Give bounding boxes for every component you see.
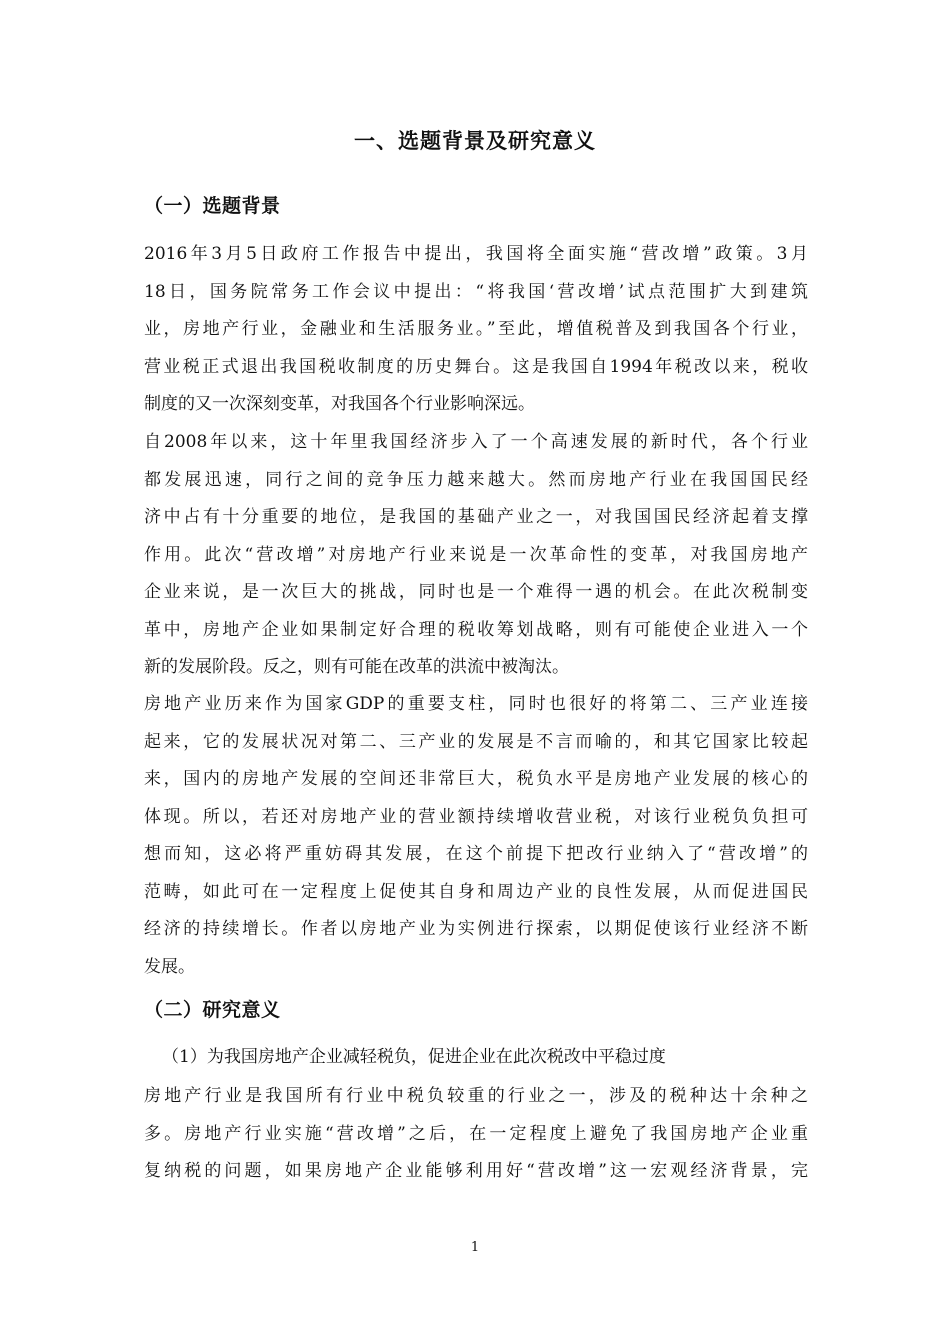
paragraph-line: 多。房地产行业实施“营改增”之后，在一定程度上避免了我国房地产企业重 — [144, 1123, 808, 1144]
section-heading-significance: （二）研究意义 — [144, 999, 281, 1021]
paragraph-line: 业，房地产行业，金融业和生活服务业。”至此，增值税普及到我国各个行业， — [144, 319, 808, 339]
paragraph-line: 想而知，这必将严重妨碍其发展，在这个前提下把改行业纳入了“营改增”的 — [144, 844, 808, 864]
paragraph-line: 济中占有十分重要的地位，是我国的基础产业之一，对我国国民经济起着支撑 — [144, 507, 808, 527]
paragraph-line: 来，国内的房地产发展的空间还非常巨大，税负水平是房地产业发展的核心的 — [144, 769, 808, 789]
sub-heading: （1）为我国房地产企业减轻税负，促进企业在此次税改中平稳过度 — [162, 1047, 666, 1067]
paragraph-line: 革中，房地产企业如果制定好合理的税收筹划战略，则有可能使企业进入一个 — [144, 619, 808, 640]
section-heading-background: （一）选题背景 — [144, 195, 281, 217]
paragraph-4 — [144, 1078, 808, 1191]
paragraph-line: 作用。此次“营改增”对房地产行业来说是一次革命性的变革，对我国房地产 — [144, 544, 808, 565]
paragraph-line: 企业来说，是一次巨大的挑战，同时也是一个难得一遇的机会。在此次税制变 — [144, 582, 808, 602]
paragraph-line: 2016年3月5日政府工作报告中提出，我国将全面实施“营改增”政策。3月 — [144, 244, 808, 264]
paragraph-line: 新的发展阶段。反之，则有可能在改革的洪流中被淘汰。 — [144, 657, 569, 677]
paragraph-line: 房地产行业是我国所有行业中税负较重的行业之一，涉及的税种达十余种之 — [144, 1086, 808, 1106]
paragraph-line: 起来，它的发展状况对第二、三产业的发展是不言而喻的，和其它国家比较起 — [144, 731, 808, 752]
paragraph-2 — [144, 424, 808, 687]
paragraph-line: 发展。 — [144, 956, 195, 977]
paragraph-line: 房地产业历来作为国家GDP的重要支柱，同时也很好的将第二、三产业连接 — [144, 694, 808, 714]
paragraph-line: 自2008年以来，这十年里我国经济步入了一个高速发展的新时代，各个行业 — [144, 432, 808, 452]
paragraph-line: 经济的持续增长。作者以房地产业为实例进行探索，以期促使该行业经济不断 — [144, 919, 808, 939]
paragraph-line: 18日，国务院常务工作会议中提出：“将我国‘营改增’试点范围扩大到建筑 — [144, 281, 808, 302]
paragraph-line: 体现。所以，若还对房地产业的营业额持续增收营业税，对该行业税负负担可 — [144, 806, 808, 827]
paragraph-line: 制度的又一次深刻变革，对我国各个行业影响深远。 — [144, 394, 535, 414]
document-title: 一、选题背景及研究意义 — [354, 128, 596, 153]
paragraph-line: 都发展迅速，同行之间的竞争压力越来越大。然而房地产行业在我国国民经 — [144, 469, 808, 490]
paragraph-3 — [144, 686, 808, 986]
paragraph-line: 范畴，如此可在一定程度上促使其自身和周边产业的良性发展，从而促进国民 — [144, 881, 808, 902]
paragraph-line: 营业税正式退出我国税收制度的历史舞台。这是我国自1994年税改以来，税收 — [144, 356, 808, 377]
paragraph-line: 复纳税的问题，如果房地产企业能够利用好“营改增”这一宏观经济背景，完 — [144, 1161, 808, 1181]
page-number: 1 — [470, 1240, 480, 1255]
paragraph-1 — [144, 236, 808, 424]
